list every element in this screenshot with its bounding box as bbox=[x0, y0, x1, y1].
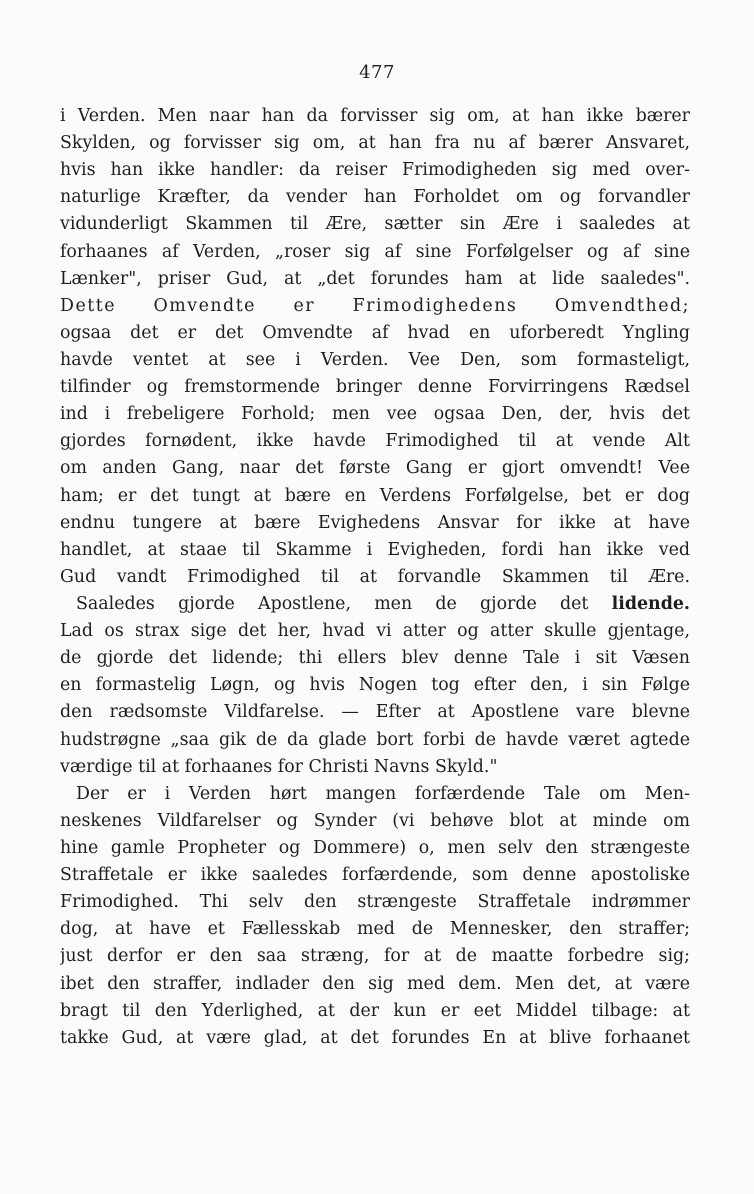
text-line: tilfinder og fremstormende bringer denne Forvirringens Rædsel bbox=[60, 377, 690, 398]
text-line: forhaanes af Verden, „roser sig af sine Forfølgelser og af sine bbox=[60, 241, 690, 262]
text-line: ibet den straffer, indlader den sig med dem. Men det, at være bbox=[60, 973, 690, 994]
text-line: just derfor er den saa stræng, for at de maatte forbedre sig; bbox=[60, 946, 690, 967]
text-line: vidunderligt Skammen til Ære, sætter sin Ære i saaledes at bbox=[60, 214, 690, 235]
text-line: neskenes Vildfarelser og Synder (vi behøve blot at minde om bbox=[60, 810, 690, 831]
text-line: Saaledes gjorde Apostlene, men de gjorde det lidende. bbox=[76, 593, 690, 614]
text-line: de gjorde det lidende; thi ellers blev denne Tale i sit Væsen bbox=[60, 648, 690, 669]
text-line: handlet, at staae til Skamme i Evigheden, fordi han ikke ved bbox=[60, 539, 690, 560]
text-line: ogsaa det er det Omvendte af hvad en uforberedt Yngling bbox=[60, 322, 690, 343]
text-line: Skylden, og forvisser sig om, at han fra nu af bærer Ansvaret, bbox=[60, 133, 690, 154]
text-line: værdige til at forhaanes for Christi Navns Skyld." bbox=[60, 756, 498, 777]
text-line: Der er i Verden hørt mangen forfærdende Tale om Men- bbox=[76, 783, 690, 804]
text-line: Lænker", priser Gud, at „det forundes ham at lide saaledes". bbox=[60, 268, 690, 289]
text-line: bragt til den Yderlighed, at der kun er eet Middel tilbage: at bbox=[60, 1000, 690, 1021]
text-line: Frimodighed. Thi selv den strængeste Straffetale indrømmer bbox=[60, 892, 690, 913]
text-line: Dette Omvendte er Frimodighedens Omvendthed; bbox=[60, 295, 690, 316]
text-line: takke Gud, at være glad, at det forundes En at blive forhaanet bbox=[60, 1027, 690, 1048]
text-line: ham; er det tungt at bære en Verdens Forfølgelse, bet er dog bbox=[60, 485, 690, 506]
text-line: hine gamle Propheter og Dommere) o, men selv den strængeste bbox=[60, 837, 690, 858]
text-line: i Verden. Men naar han da forvisser sig om, at han ikke bærer bbox=[60, 106, 690, 126]
emphasized-word: lidende. bbox=[611, 593, 690, 614]
text-line: Straffetale er ikke saaledes forfærdende, som denne apostoliske bbox=[60, 865, 690, 886]
text-line: om anden Gang, naar det første Gang er gjort omvendt! Vee bbox=[60, 458, 690, 479]
text-line: den rædsomste Vildfarelse. — Efter at Apostlene vare blevne bbox=[60, 702, 690, 723]
text-line: hvis han ikke handler: da reiser Frimodigheden sig med over- bbox=[60, 160, 690, 181]
page-number: 477 bbox=[359, 62, 395, 83]
text-line: Gud vandt Frimodighed til at forvandle Skammen til Ære. bbox=[60, 566, 690, 587]
text-line: en formastelig Løgn, og hvis Nogen tog efter den, i sin Følge bbox=[60, 675, 690, 696]
text-line: gjordes fornødent, ikke havde Frimodighed til at vende Alt bbox=[60, 431, 690, 452]
text-line: ind i frebeligere Forhold; men vee ogsaa Den, der, hvis det bbox=[60, 404, 690, 425]
text-line: dog, at have et Fællesskab med de Mennesker, den straffer; bbox=[60, 919, 690, 940]
text-line: havde ventet at see i Verden. Vee Den, som formasteligt, bbox=[60, 349, 690, 370]
text-line: hudstrøgne „saa gik de da glade bort forbi de havde været agtede bbox=[60, 729, 690, 750]
text-line: naturlige Kræfter, da vender han Forholdet om og forvandler bbox=[60, 187, 690, 208]
text-line: endnu tungere at bære Evighedens Ansvar for ikke at have bbox=[60, 512, 690, 533]
text-line: Lad os strax sige det her, hvad vi atter og atter skulle gjentage, bbox=[60, 621, 690, 642]
body-text bbox=[60, 103, 690, 1052]
